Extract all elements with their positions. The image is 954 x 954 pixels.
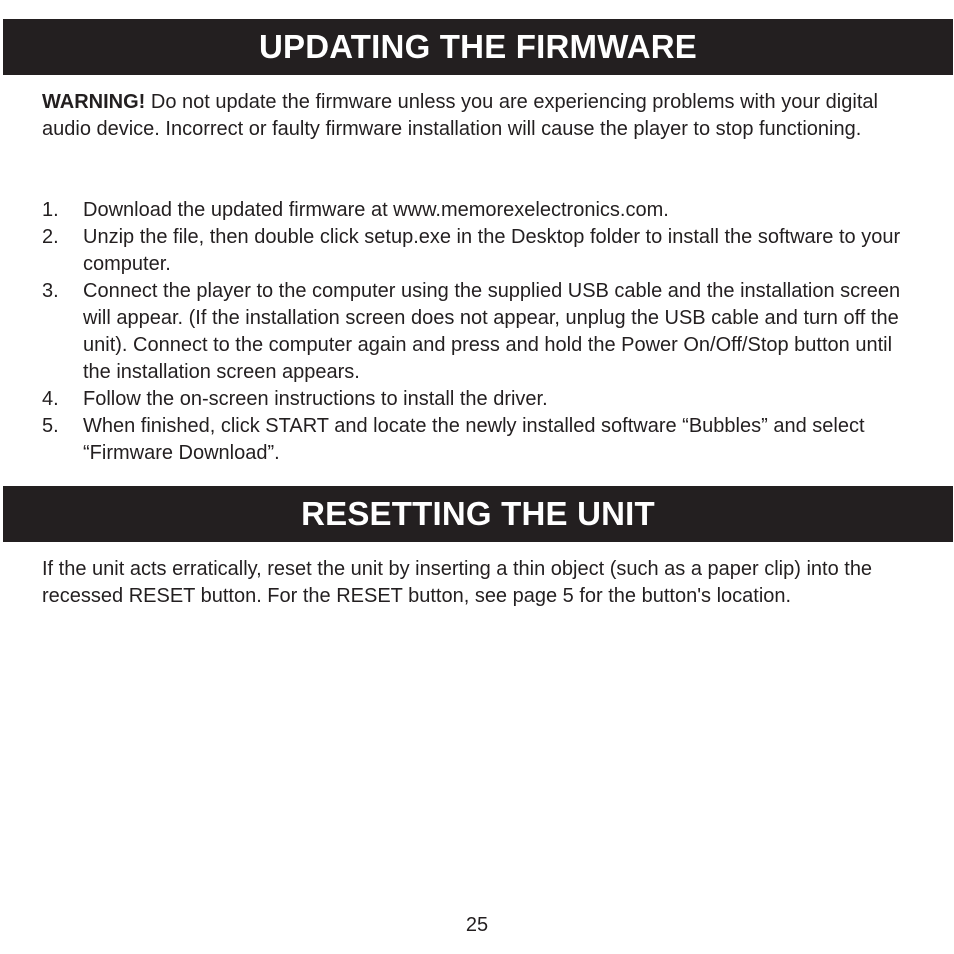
list-item	[42, 197, 922, 224]
step-number: 5.	[42, 415, 59, 437]
step-text: Connect the player to the computer using the supplied USB cable and the installation screen will appear. (If the installation screen does not appear, unplug the USB cable and turn off the unit). Connect to the computer again and press and hold the Power On/Off/Stop button until the installation screen appears.	[83, 280, 901, 383]
firmware-section-header	[3, 19, 953, 75]
step-number: 2.	[42, 226, 59, 248]
step-text: Download the updated firmware at www.memorexelectronics.com.	[83, 199, 669, 221]
list-item	[42, 386, 922, 413]
firmware-steps-list	[42, 197, 922, 467]
warning-paragraph	[42, 89, 922, 143]
step-number: 1.	[42, 199, 59, 221]
firmware-section-title: UPDATING THE FIRMWARE	[258, 28, 698, 65]
step-number: 4.	[42, 388, 59, 410]
step-number: 3.	[42, 280, 59, 302]
list-item	[42, 278, 922, 386]
reset-section-title: RESETTING THE UNIT	[301, 495, 655, 532]
reset-paragraph: If the unit acts erratically, reset the unit by inserting a thin object (such as a paper clip) into the recessed RESET button. For the RESET button, see page 5 for the button's location.	[42, 558, 873, 607]
reset-section-header	[3, 486, 953, 542]
step-text: Unzip the file, then double click setup.exe in the Desktop folder to install the software to your computer.	[83, 226, 901, 275]
list-item	[42, 224, 922, 278]
warning-label: WARNING!	[42, 91, 146, 113]
page-number: 25	[465, 914, 489, 936]
step-text: When finished, click START and locate the newly installed software “Bubbles” and select “Firmware Download”.	[83, 415, 865, 464]
step-text: Follow the on-screen instructions to install the driver.	[83, 388, 548, 410]
list-item	[42, 413, 922, 467]
warning-text: Do not update the firmware unless you are experiencing problems with your digital audio device. Incorrect or faulty firmware installation will cause the player to stop functioning.	[42, 91, 878, 140]
